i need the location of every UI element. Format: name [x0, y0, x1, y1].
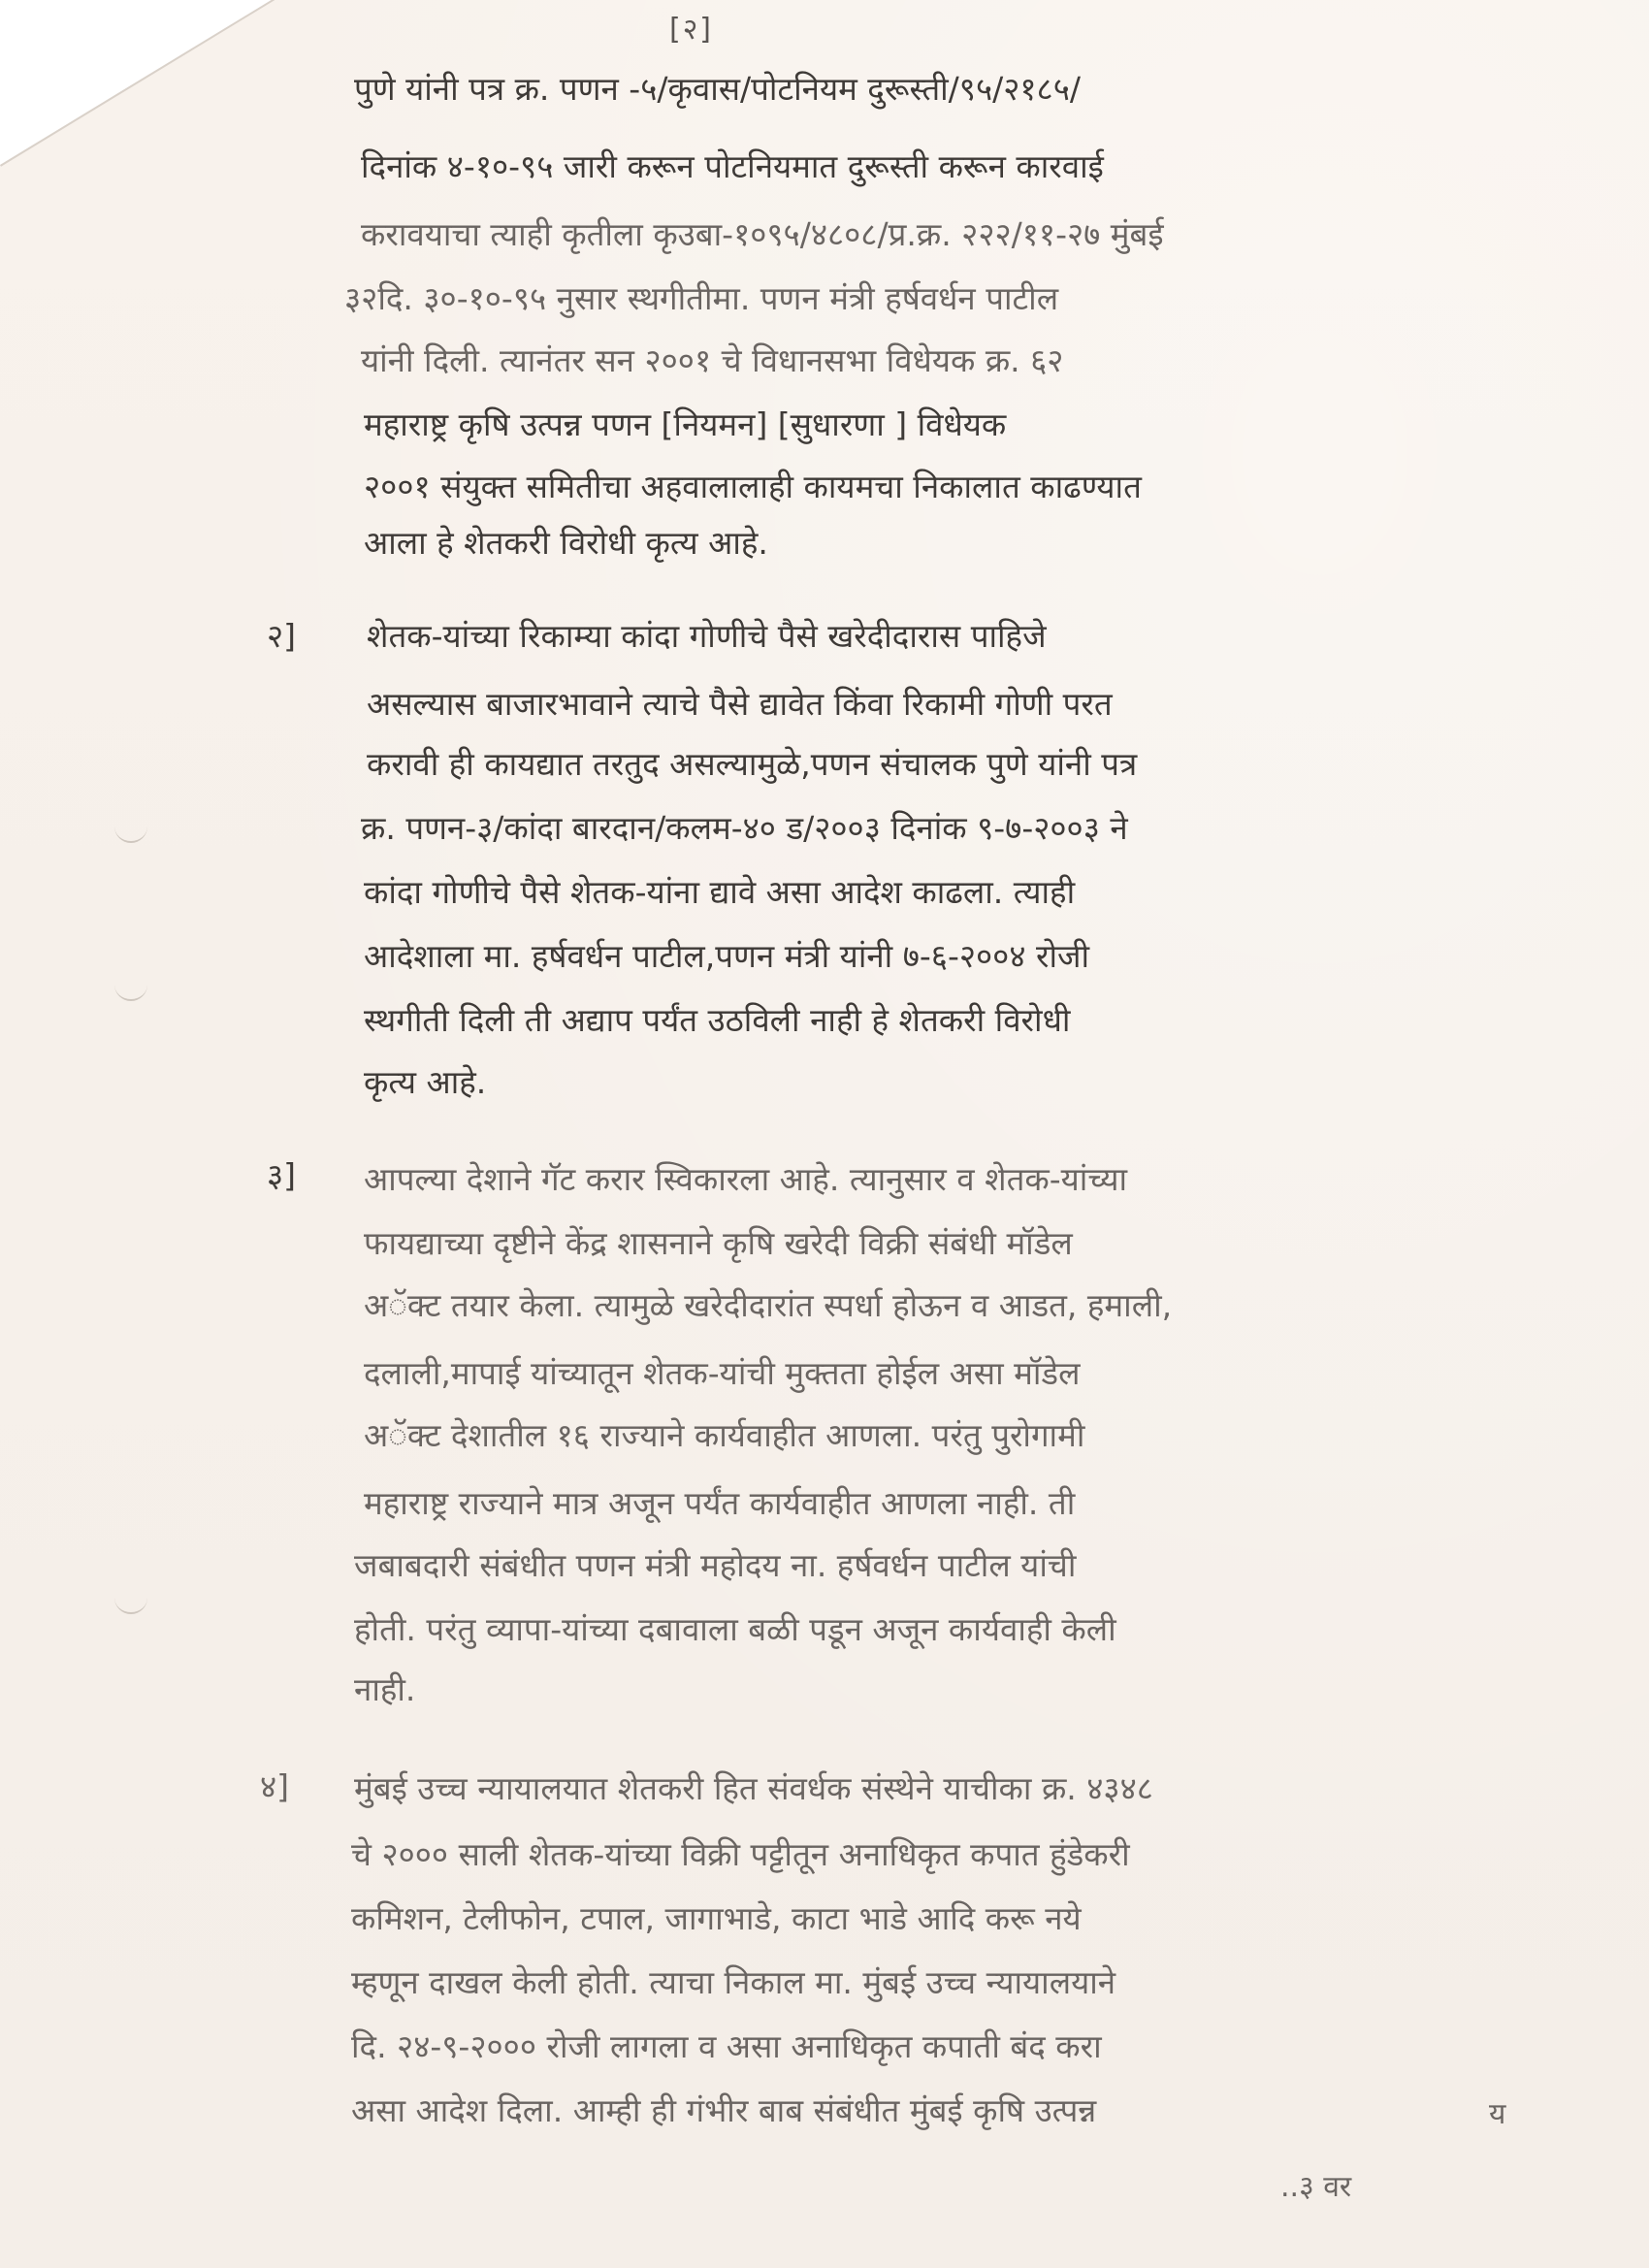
text-line: चे २००० साली शेतक-यांच्या विक्री पट्टीतून अनाधिकृत कपात हुंडेकरी [351, 1835, 1130, 1873]
punch-hole-mark [114, 978, 147, 1001]
text-line: ३२दि. ३०-१०-९५ नुसार स्थगीतीमा. पणन मंत्री हर्षवर्धन पाटील [344, 279, 1059, 317]
paragraph-number: २] [267, 617, 297, 655]
margin-note: य [1489, 2097, 1506, 2131]
punch-hole-mark [114, 820, 147, 843]
text-line: दि. २४-९-२००० रोजी लागला व असा अनाधिकृत कपाती बंद करा [351, 2027, 1102, 2065]
text-line: असा आदेश दिला. आम्ही ही गंभीर बाब संबंधीत मुंबई कृषि उत्पन्न [351, 2091, 1097, 2129]
text-line: फायद्याच्या दृष्टीने केंद्र शासनाने कृषि खरेदी विक्री संबंधी मॉडेल [364, 1224, 1073, 1262]
text-line: करावयाचा त्याही कृतीला कृउबा-१०९५/४८०८/प्र.क्र. २२२/११-२७ मुंबई [361, 215, 1164, 253]
text-line: कांदा गोणीचे पैसे शेतक-यांना द्यावे असा आदेश काढला. त्याही [364, 873, 1076, 911]
text-line: आदेशाला मा. हर्षवर्धन पाटील,पणन मंत्री यांनी ७-६-२००४ रोजी [364, 937, 1090, 975]
text-line: अॅक्ट तयार केला. त्यामुळे खरेदीदारांत स्पर्धा होऊन व आडत, हमाली, [364, 1286, 1173, 1324]
text-line: आपल्या देशाने गॅट करार स्विकारला आहे. त्यानुसार व शेतक-यांच्या [364, 1160, 1128, 1198]
text-line: म्हणून दाखल केली होती. त्याचा निकाल मा. मुंबई उच्च न्यायालयाने [351, 1963, 1116, 2001]
text-line: यांनी दिली. त्यानंतर सन २००१ चे विधानसभा विधेयक क्र. ६२ [361, 341, 1064, 379]
text-line: नाही. [354, 1670, 416, 1708]
text-line: महाराष्ट्र राज्याने मात्र अजून पर्यंत कार्यवाहीत आणला नाही. ती [364, 1484, 1076, 1522]
text-line: कमिशन, टेलीफोन, टपाल, जागाभाडे, काटा भाडे आदि करू नये [351, 1899, 1082, 1937]
page-number: [२] [669, 13, 714, 47]
paragraph-number: ३] [267, 1156, 297, 1194]
text-line: मुंबई उच्च न्यायालयात शेतकरी हित संवर्धक संस्थेने याचीका क्र. ४३४८ [354, 1769, 1153, 1807]
text-line: शेतक-यांच्या रिकाम्या कांदा गोणीचे पैसे खरेदीदारास पाहिजे [367, 617, 1047, 655]
text-line: होती. परंतु व्यापा-यांच्या दबावाला बळी पडून अजून कार्यवाही केली [354, 1610, 1116, 1648]
paragraph-number: ४] [260, 1767, 290, 1805]
text-line: कृत्य आहे. [364, 1063, 487, 1101]
text-line: असल्यास बाजारभावाने त्याचे पैसे द्यावेत किंवा रिकामी गोणी परत [367, 685, 1113, 723]
text-line: करावी ही कायद्यात तरतुद असल्यामुळे,पणन संचालक पुणे यांनी पत्र [367, 745, 1138, 783]
page-continuation-footer: ..३ वर [1280, 2170, 1352, 2204]
text-line: जबाबदारी संबंधीत पणन मंत्री महोदय ना. हर्षवर्धन पाटील यांची [354, 1546, 1077, 1584]
text-line: महाराष्ट्र कृषि उत्पन्न पणन [नियमन] [सुधारणा ] विधेयक [364, 405, 1007, 443]
text-line: आला हे शेतकरी विरोधी कृत्य आहे. [364, 524, 768, 562]
text-line: अॅक्ट देशातील १६ राज्याने कार्यवाहीत आणला. परंतु पुरोगामी [364, 1416, 1085, 1454]
text-line: २००१ संयुक्त समितीचा अहवालालाही कायमचा निकालात काढण्यात [364, 468, 1142, 505]
text-line: दिनांक ४-१०-९५ जारी करून पोटनियमात दुरूस्ती करून कारवाई [361, 147, 1104, 185]
text-line: पुणे यांनी पत्र क्र. पणन -५/कृवास/पोटनियम दुरूस्ती/९५/२१८५/ [354, 70, 1081, 108]
text-line: स्थगीती दिली ती अद्याप पर्यंत उठविली नाही हे शेतकरी विरोधी [364, 1001, 1071, 1039]
punch-hole-mark [114, 1591, 147, 1614]
text-line: क्र. पणन-३/कांदा बारदान/कलम-४० ड/२००३ दिनांक ९-७-२००३ ने [361, 809, 1128, 847]
text-line: दलाली,मापाई यांच्यातून शेतक-यांची मुक्तता होईल असा मॉडेल [364, 1354, 1081, 1392]
